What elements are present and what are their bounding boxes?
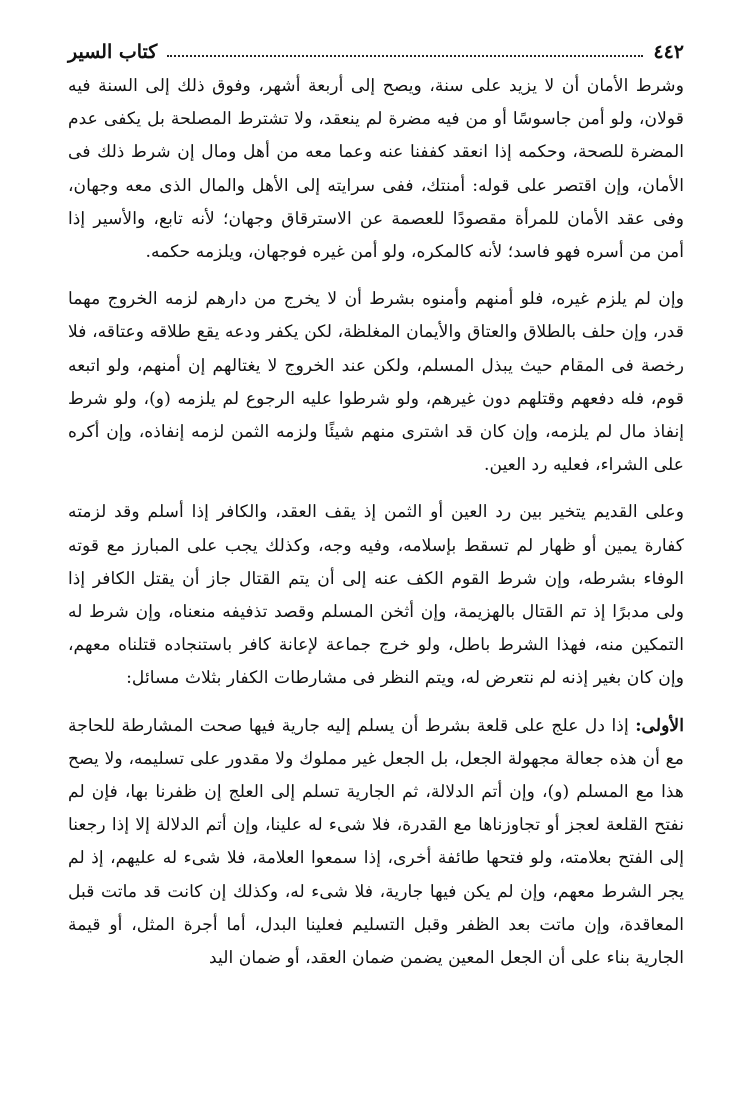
body-text xyxy=(68,70,684,975)
header-dotted-leader xyxy=(167,54,643,57)
paragraph-text: وإن لم يلزم غيره، فلو أمنهم وأمنوه بشرط أن لا يخرج من دارهم لزمه الخروج مهما قدر، وإن حلف بالطلاق والعتاق والأيمان المغلظة، لكن يكفر ودعه يقع طلاقه وعتاقه، فلا رخصة فى المقام حيث يبذل المسلم، ولكن عند الخروج لا يغتالهم إن أمنهم، ولو اتبعه قوم، فله دفعهم وقتلهم دون غيرهم، ولو شرطوا عليه الرجوع لم يلزمه (و)، ولو شرط إنفاذ مال لم يلزمه، وإن كان قد اشترى منهم شيئًا ولزمه الثمن لزمه إنفاذه، وإن أكره على الشراء، فعليه رد العين. xyxy=(68,289,684,476)
book-title: كتاب السير xyxy=(68,41,158,63)
paragraph xyxy=(68,496,684,695)
paragraph-text: إذا دل علج على قلعة بشرط أن يسلم إليه جارية فيها صحت المشارطة للحاجة مع أن هذه جعالة مجهولة الجعل، بل الجعل غير مملوك ولا مقدور على تسليمه، ولا يصح هذا مع المسلم (و)، وإن أتم الدلالة، ثم الجارية تسلم إلى العلج إن ظفرنا بها، فإن لم نفتح القلعة لعجز أو تجاوزناها مع القدرة، فلا شىء له علينا، وإن أتم الدلالة إلا إذا رجعنا إلى الفتح بعلامته، ولو فتحها طائفة أخرى، إذا سمعوا العلامة، فلا شىء له عليهم، إذ لم يجر الشرط معهم، وإن لم يكن فيها جارية، فلا شىء له، وكذلك إن كانت قد ماتت قبل المعاقدة، وإن ماتت بعد الظفر وقبل التسليم فعلينا البدل، أما أجرة المثل، أو قيمة الجارية بناء على أن الجعل المعين يضمن ضمان العقد، أو ضمان اليد xyxy=(68,715,684,969)
page-number: ٤٤٢ xyxy=(653,41,684,63)
paragraph-text: وعلى القديم يتخير بين رد العين أو الثمن إذ يقف العقد، والكافر إذا أسلم وقد لزمته كفارة يمين أو ظهار لم تسقط بإسلامه، وفيه وجه، وكذلك يجب على المبارز مع قوته الوفاء بشرطه، وإن شرط القوم الكف عنه إلى أن يتم القتال جاز أن يقتل الكافر إذا ولى مدبرًا إذ تم القتال بالهزيمة، وإن أثخن المسلم وقصد تذفيفه منعناه، وإن شرط له التمكين منه، فهذا الشرط باطل، ولو خرج جماعة لإعانة كافر باستنجاده قتلناه معهم، وإن كان بغير إذنه لم نتعرض له، ويتم النظر فى مشارطات الكفار بثلاث مسائل: xyxy=(68,502,684,689)
paragraph-text: وشرط الأمان أن لا يزيد على سنة، ويصح إلى أربعة أشهر، وفوق ذلك إلى السنة فيه قولان، ولو أمن جاسوسًا أو من فيه مضرة لم ينعقد، ولا تشترط المصلحة بل يكفى عدم المضرة للصحة، وحكمه إذا انعقد كففنا عنه وعما معه من أهل ومال إن شرط ذلك فى الأمان، وإن اقتصر على قوله: أمنتك، ففى سرايته إلى الأهل والمال الذى معه وجهان، وفى عقد الأمان للمرأة مقصودًا للعصمة عن الاسترقاق وجهان؛ لأنه تابع، والأسير إذا أمن من أسره فهو فاسد؛ لأنه كالمكره، ولو أمن غيره فوجهان، ويلزمه حكمه. xyxy=(68,76,684,263)
paragraph xyxy=(68,70,684,269)
book-page xyxy=(68,34,684,975)
running-header xyxy=(68,34,684,64)
paragraph xyxy=(68,710,684,976)
paragraph xyxy=(68,283,684,482)
paragraph-lead: الأولى: xyxy=(635,715,684,736)
